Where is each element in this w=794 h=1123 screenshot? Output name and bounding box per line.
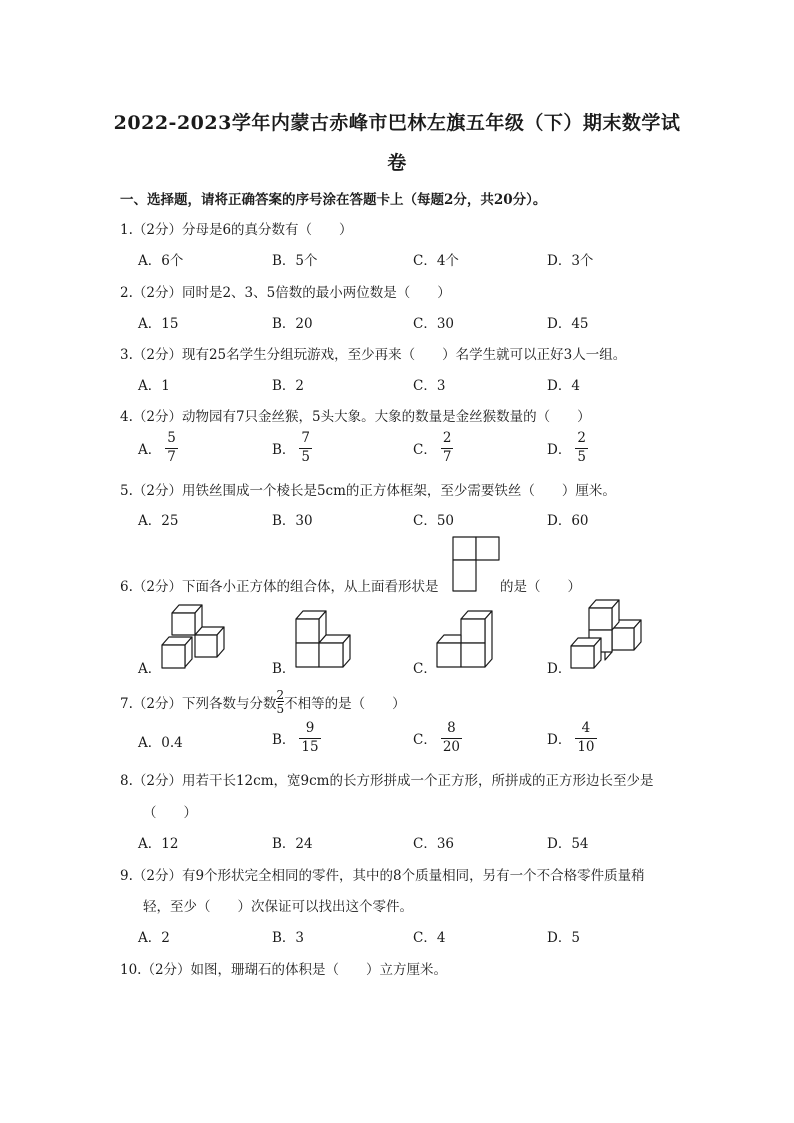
cube-face bbox=[571, 646, 594, 668]
fraction-numerator: 7 bbox=[301, 430, 311, 446]
fraction-denominator: 15 bbox=[301, 738, 319, 755]
cube-face bbox=[195, 635, 217, 657]
top-view-square bbox=[453, 560, 476, 591]
question-8-stem: 8.（2分）用若干长12cm，宽9cm的长方形拼成一个正方形，所拼成的正方形边长至少是 bbox=[120, 773, 654, 789]
cube-face bbox=[485, 611, 492, 667]
top-view-shape-figure bbox=[452, 536, 500, 592]
question-3-stem: 3.（2分）现有25名学生分组玩游戏，至少再来（ ）名学生就可以正好3人一组。 bbox=[120, 347, 627, 363]
cube-figure-d bbox=[568, 598, 644, 670]
question-8-option-a[interactable]: A．12 bbox=[138, 836, 179, 852]
question-4-stem: 4.（2分）动物园有7只金丝猴，5头大象。大象的数量是金丝猴数量的（ ） bbox=[120, 409, 591, 425]
question-5-option-d[interactable]: D．60 bbox=[547, 513, 589, 529]
fraction-numerator: 9 bbox=[305, 720, 315, 736]
question-10-stem: 10.（2分）如图，珊瑚石的体积是（ ）立方厘米。 bbox=[120, 962, 448, 978]
fraction-denominator: 5 bbox=[301, 448, 311, 465]
question-7-option-d[interactable] bbox=[547, 722, 597, 754]
cube-figure-b bbox=[292, 609, 354, 671]
fraction bbox=[575, 432, 588, 464]
option-letter: B． bbox=[272, 732, 296, 748]
question-4-option-b[interactable] bbox=[272, 432, 312, 464]
question-1-option-b[interactable]: B．5个 bbox=[272, 253, 318, 269]
cube-figure-c bbox=[434, 609, 498, 671]
question-6-option-d[interactable]: D． bbox=[547, 661, 572, 677]
question-7-stem-start: 7.（2分）下列各数与分数 bbox=[120, 696, 277, 712]
cube-face bbox=[437, 635, 461, 643]
question-6-option-b[interactable]: B． bbox=[272, 661, 296, 677]
fraction-denominator: 10 bbox=[577, 738, 595, 755]
question-3-option-a[interactable]: A．1 bbox=[138, 378, 170, 394]
cube-figure-a bbox=[160, 603, 230, 671]
option-letter: C． bbox=[413, 732, 437, 748]
question-8-stem-continued: （ ） bbox=[143, 805, 197, 821]
fraction bbox=[575, 722, 596, 754]
question-2-option-b[interactable]: B．20 bbox=[272, 316, 313, 332]
top-view-square bbox=[453, 537, 476, 560]
cube-face bbox=[461, 619, 485, 643]
fraction bbox=[276, 689, 284, 715]
option-letter: D． bbox=[547, 442, 572, 458]
fraction-denominator: 20 bbox=[442, 738, 461, 755]
question-9-option-a[interactable]: A．2 bbox=[138, 930, 170, 946]
question-2-stem: 2.（2分）同时是2、3、5倍数的最小两位数是（ ） bbox=[120, 285, 451, 301]
question-7-option-c[interactable] bbox=[413, 722, 462, 754]
cube-face bbox=[589, 608, 612, 630]
fraction-numerator: 4 bbox=[581, 720, 591, 736]
fraction bbox=[441, 722, 462, 754]
option-letter: C． bbox=[413, 442, 437, 458]
question-8-option-d[interactable]: D．54 bbox=[547, 836, 589, 852]
question-1-stem: 1.（2分）分母是6的真分数有（ ） bbox=[120, 222, 353, 238]
question-9-stem-continued: 轻，至少（ ）次保证可以找出这个零件。 bbox=[143, 899, 413, 915]
cube-face bbox=[172, 613, 195, 635]
question-1-option-a[interactable]: A．6个 bbox=[138, 253, 184, 269]
question-9-option-d[interactable]: D．5 bbox=[547, 930, 580, 946]
fraction-denominator: 7 bbox=[167, 448, 176, 465]
question-7-option-b[interactable] bbox=[272, 722, 321, 754]
question-8-option-c[interactable]: C．36 bbox=[413, 836, 455, 852]
question-3-option-d[interactable]: D．4 bbox=[547, 378, 580, 394]
question-4-option-c[interactable] bbox=[413, 432, 453, 464]
fraction-numerator: 2 bbox=[577, 430, 586, 446]
question-5-option-a[interactable]: A．25 bbox=[138, 513, 179, 529]
section-heading: 一、选择题，请将正确答案的序号涂在答题卡上（每题2分，共20分）。 bbox=[120, 192, 547, 208]
question-2-option-a[interactable]: A．15 bbox=[138, 316, 179, 332]
option-letter: A． bbox=[138, 442, 162, 458]
question-5-stem: 5.（2分）用铁丝围成一个棱长是5cm的正方体框架，至少需要铁丝（ ）厘米。 bbox=[120, 483, 616, 499]
question-3-option-b[interactable]: B．2 bbox=[272, 378, 305, 394]
cube-face bbox=[296, 643, 319, 667]
question-1-option-c[interactable]: C．4个 bbox=[413, 253, 459, 269]
fraction-denominator: 5 bbox=[276, 702, 285, 716]
fraction-numerator: 2 bbox=[442, 430, 452, 446]
fraction-denominator: 7 bbox=[442, 448, 452, 465]
option-letter: D． bbox=[547, 732, 572, 748]
question-4-option-a[interactable] bbox=[138, 432, 178, 464]
cube-face bbox=[319, 643, 343, 667]
question-6-stem-end: 的是（ ） bbox=[500, 579, 581, 595]
exam-title-line2: 卷 bbox=[387, 152, 407, 174]
question-5-option-c[interactable]: C．50 bbox=[413, 513, 455, 529]
question-5-option-b[interactable]: B．30 bbox=[272, 513, 313, 529]
option-letter: B． bbox=[272, 442, 296, 458]
cube-face bbox=[612, 628, 634, 650]
fraction bbox=[441, 432, 454, 464]
fraction-numerator: 5 bbox=[167, 430, 176, 446]
question-4-option-d[interactable] bbox=[547, 432, 588, 464]
fraction-numerator: 2 bbox=[276, 688, 285, 702]
fraction-numerator: 8 bbox=[447, 720, 456, 736]
fraction bbox=[165, 432, 178, 464]
question-2-option-c[interactable]: C．30 bbox=[413, 316, 455, 332]
question-9-option-b[interactable]: B．3 bbox=[272, 930, 305, 946]
question-2-option-d[interactable]: D．45 bbox=[547, 316, 589, 332]
question-8-option-b[interactable]: B．24 bbox=[272, 836, 313, 852]
question-6-option-a[interactable]: A． bbox=[138, 661, 162, 677]
question-6-stem-start: 6.（2分）下面各小正方体的组合体，从上面看形状是 bbox=[120, 579, 439, 595]
cube-face bbox=[162, 645, 185, 668]
exam-title-line1: 2022-2023学年内蒙古赤峰市巴林左旗五年级（下）期末数学试 bbox=[113, 112, 681, 134]
question-7-stem-end: 不相等的是（ ） bbox=[284, 696, 406, 712]
fraction bbox=[299, 432, 312, 464]
cube-face bbox=[461, 643, 485, 667]
question-9-option-c[interactable]: C．4 bbox=[413, 930, 446, 946]
question-7-option-a[interactable]: A．0.4 bbox=[138, 735, 183, 751]
fraction-denominator: 5 bbox=[577, 448, 586, 465]
question-7-stem bbox=[120, 689, 406, 715]
fraction bbox=[299, 722, 320, 754]
question-3-option-c[interactable]: C．3 bbox=[413, 378, 446, 394]
question-6-option-c[interactable]: C． bbox=[413, 661, 437, 677]
question-9-stem: 9.（2分）有9个形状完全相同的零件，其中的8个质量相同，另有一个不合格零件质量稍 bbox=[120, 868, 645, 884]
cube-face bbox=[437, 643, 461, 667]
cube-face bbox=[296, 619, 319, 643]
top-view-square bbox=[476, 537, 499, 560]
question-1-option-d[interactable]: D．3个 bbox=[547, 253, 594, 269]
